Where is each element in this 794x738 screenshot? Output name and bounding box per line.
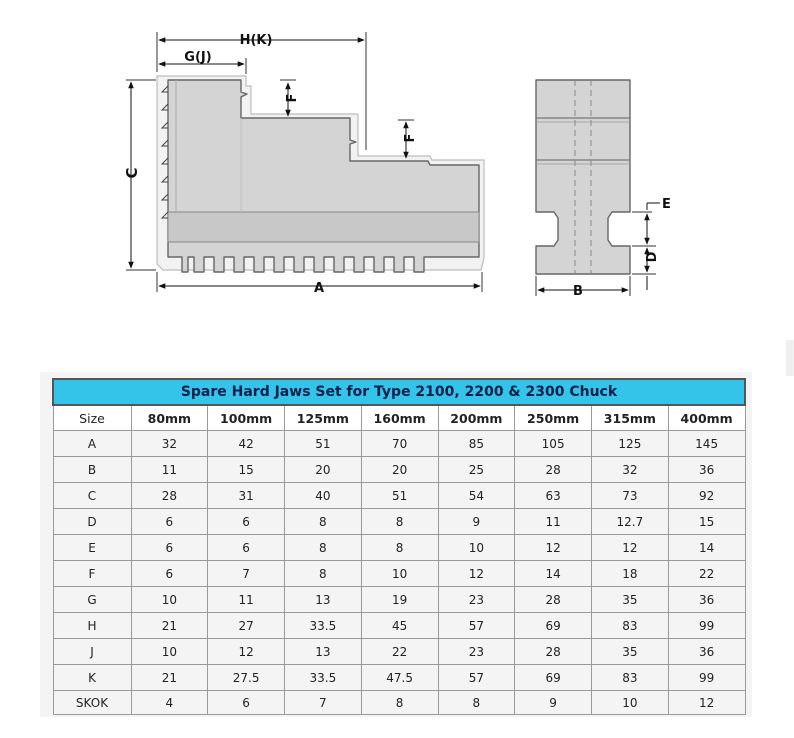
table-cell: 8 bbox=[361, 535, 438, 561]
table-cell: 27 bbox=[208, 613, 285, 639]
table-cell: 22 bbox=[361, 639, 438, 665]
dim-label-a: A bbox=[313, 281, 325, 296]
table-cell: 6 bbox=[131, 509, 208, 535]
table-cell: 85 bbox=[438, 431, 515, 457]
table-cell: 6 bbox=[131, 535, 208, 561]
table-cell: 54 bbox=[438, 483, 515, 509]
table-cell: 10 bbox=[592, 691, 669, 715]
table-body bbox=[53, 431, 745, 715]
table-cell: 69 bbox=[515, 613, 592, 639]
dim-label-hk: H(K) bbox=[239, 33, 273, 48]
table-cell: 10 bbox=[438, 535, 515, 561]
table-cell: 4 bbox=[131, 691, 208, 715]
table-cell: 28 bbox=[131, 483, 208, 509]
table-cell: 63 bbox=[515, 483, 592, 509]
table-cell: 23 bbox=[438, 639, 515, 665]
dim-label-f-upper: F bbox=[285, 93, 300, 103]
row-label: B bbox=[53, 457, 131, 483]
table-cell: 19 bbox=[361, 587, 438, 613]
table-cell: 11 bbox=[131, 457, 208, 483]
table-cell: 83 bbox=[592, 665, 669, 691]
table-cell: 11 bbox=[515, 509, 592, 535]
table-cell: 12.7 bbox=[592, 509, 669, 535]
table-cell: 27.5 bbox=[208, 665, 285, 691]
table-cell: 51 bbox=[285, 431, 362, 457]
row-label: E bbox=[53, 535, 131, 561]
column-header: 125mm bbox=[285, 405, 362, 431]
table-cell: 8 bbox=[285, 509, 362, 535]
column-header: 160mm bbox=[361, 405, 438, 431]
table-cell: 28 bbox=[515, 639, 592, 665]
table-cell: 125 bbox=[592, 431, 669, 457]
table-cell: 20 bbox=[361, 457, 438, 483]
size-header: Size bbox=[53, 405, 131, 431]
dim-label-f-lower: F bbox=[403, 133, 418, 143]
table-row bbox=[53, 639, 745, 665]
table-cell: 15 bbox=[208, 457, 285, 483]
table-row bbox=[53, 457, 745, 483]
table-cell: 36 bbox=[668, 639, 745, 665]
table-row bbox=[53, 691, 745, 715]
table-cell: 73 bbox=[592, 483, 669, 509]
table-cell: 12 bbox=[515, 535, 592, 561]
row-label: SKOK bbox=[53, 691, 131, 715]
column-header: 80mm bbox=[131, 405, 208, 431]
table-cell: 8 bbox=[285, 535, 362, 561]
row-label: C bbox=[53, 483, 131, 509]
table-row bbox=[53, 587, 745, 613]
table-row bbox=[53, 483, 745, 509]
table-cell: 28 bbox=[515, 587, 592, 613]
dim-label-c: C bbox=[123, 167, 141, 179]
table-row bbox=[53, 509, 745, 535]
table-row bbox=[53, 561, 745, 587]
column-header: 200mm bbox=[438, 405, 515, 431]
table-cell: 83 bbox=[592, 613, 669, 639]
table-cell: 12 bbox=[592, 535, 669, 561]
table-cell: 35 bbox=[592, 639, 669, 665]
row-label: G bbox=[53, 587, 131, 613]
table-row bbox=[53, 665, 745, 691]
dim-label-b: B bbox=[573, 284, 583, 299]
table-cell: 6 bbox=[131, 561, 208, 587]
table-cell: 12 bbox=[438, 561, 515, 587]
table-cell: 25 bbox=[438, 457, 515, 483]
table-cell: 22 bbox=[668, 561, 745, 587]
table-cell: 6 bbox=[208, 535, 285, 561]
jaw-technical-drawing bbox=[0, 0, 794, 330]
table-cell: 35 bbox=[592, 587, 669, 613]
table-cell: 92 bbox=[668, 483, 745, 509]
table-cell: 7 bbox=[285, 691, 362, 715]
table-cell: 105 bbox=[515, 431, 592, 457]
spec-table bbox=[52, 378, 746, 715]
table-cell: 18 bbox=[592, 561, 669, 587]
table-cell: 57 bbox=[438, 665, 515, 691]
table-cell: 99 bbox=[668, 613, 745, 639]
table-cell: 42 bbox=[208, 431, 285, 457]
dim-label-d: D bbox=[645, 251, 660, 263]
table-cell: 13 bbox=[285, 639, 362, 665]
table-cell: 14 bbox=[515, 561, 592, 587]
table-cell: 20 bbox=[285, 457, 362, 483]
table-cell: 36 bbox=[668, 457, 745, 483]
table-cell: 31 bbox=[208, 483, 285, 509]
row-label: F bbox=[53, 561, 131, 587]
table-title: Spare Hard Jaws Set for Type 2100, 2200 & 2300 Chuck bbox=[53, 379, 745, 405]
table-cell: 11 bbox=[208, 587, 285, 613]
row-label: A bbox=[53, 431, 131, 457]
table-cell: 57 bbox=[438, 613, 515, 639]
table-cell: 12 bbox=[208, 639, 285, 665]
table-cell: 9 bbox=[438, 509, 515, 535]
table-cell: 145 bbox=[668, 431, 745, 457]
table-cell: 36 bbox=[668, 587, 745, 613]
table-cell: 40 bbox=[285, 483, 362, 509]
table-cell: 15 bbox=[668, 509, 745, 535]
table-cell: 47.5 bbox=[361, 665, 438, 691]
table-cell: 21 bbox=[131, 613, 208, 639]
table-cell: 9 bbox=[515, 691, 592, 715]
table-row bbox=[53, 431, 745, 457]
row-label: H bbox=[53, 613, 131, 639]
column-header: 250mm bbox=[515, 405, 592, 431]
table-cell: 45 bbox=[361, 613, 438, 639]
jaw-end-view bbox=[536, 80, 630, 274]
row-label: K bbox=[53, 665, 131, 691]
table-cell: 14 bbox=[668, 535, 745, 561]
table-cell: 70 bbox=[361, 431, 438, 457]
row-label: J bbox=[53, 639, 131, 665]
table-cell: 33.5 bbox=[285, 665, 362, 691]
table-cell: 8 bbox=[438, 691, 515, 715]
table-cell: 21 bbox=[131, 665, 208, 691]
table-cell: 8 bbox=[361, 509, 438, 535]
column-header: 100mm bbox=[208, 405, 285, 431]
table-cell: 51 bbox=[361, 483, 438, 509]
column-header: 400mm bbox=[668, 405, 745, 431]
table-cell: 10 bbox=[131, 639, 208, 665]
table-row bbox=[53, 535, 745, 561]
table-cell: 32 bbox=[592, 457, 669, 483]
table-cell: 8 bbox=[285, 561, 362, 587]
table-header-row bbox=[53, 405, 745, 431]
table-cell: 6 bbox=[208, 691, 285, 715]
table-cell: 10 bbox=[131, 587, 208, 613]
table-cell: 8 bbox=[361, 691, 438, 715]
table-cell: 33.5 bbox=[285, 613, 362, 639]
table-cell: 12 bbox=[668, 691, 745, 715]
table-cell: 7 bbox=[208, 561, 285, 587]
table-cell: 10 bbox=[361, 561, 438, 587]
edge-artifact bbox=[786, 340, 794, 376]
table-cell: 69 bbox=[515, 665, 592, 691]
table-cell: 13 bbox=[285, 587, 362, 613]
table-row bbox=[53, 613, 745, 639]
table-cell: 28 bbox=[515, 457, 592, 483]
table-cell: 32 bbox=[131, 431, 208, 457]
dim-label-e: E bbox=[662, 197, 671, 212]
table-cell: 23 bbox=[438, 587, 515, 613]
dim-label-gj: G(J) bbox=[184, 50, 212, 65]
table-cell: 99 bbox=[668, 665, 745, 691]
jaw-side-view bbox=[157, 76, 484, 272]
column-header: 315mm bbox=[592, 405, 669, 431]
row-label: D bbox=[53, 509, 131, 535]
table-cell: 6 bbox=[208, 509, 285, 535]
